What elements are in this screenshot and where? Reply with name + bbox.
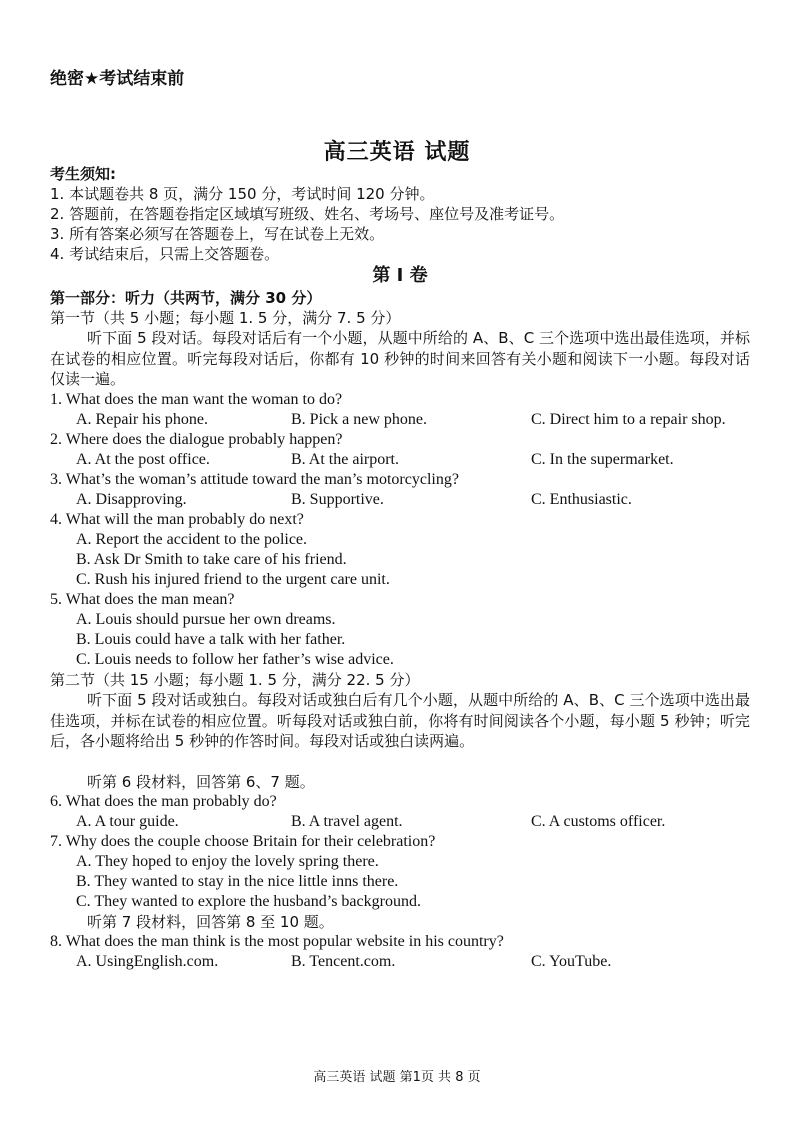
option-c: C. They wanted to explore the husband’s background. bbox=[76, 893, 421, 910]
option-a: A. Louis should pursue her own dreams. bbox=[76, 611, 336, 628]
material-label: 听第 7 段材料，回答第 8 至 10 题。 bbox=[87, 913, 334, 931]
option-b: B. Ask Dr Smith to take care of his friend. bbox=[76, 551, 347, 568]
part1-heading: 第一部分：听力（共两节，满分 30 分） bbox=[50, 289, 322, 307]
option-c: C. A customs officer. bbox=[531, 813, 666, 830]
option-b: B. Pick a new phone. bbox=[291, 411, 427, 428]
option-a: A. A tour guide. bbox=[76, 813, 179, 830]
option-c: C. In the supermarket. bbox=[531, 451, 674, 468]
confidential-label: 绝密★考试结束前 bbox=[50, 69, 185, 89]
options-row bbox=[50, 812, 750, 832]
option-c: C. Enthusiastic. bbox=[531, 491, 632, 508]
question-stem: 8. What does the man think is the most popular website in his country? bbox=[50, 933, 504, 950]
question-stem: 1. What does the man want the woman to do? bbox=[50, 391, 343, 408]
notice-item: 4. 考试结束后，只需上交答题卷。 bbox=[50, 245, 280, 263]
option-b: B. Louis could have a talk with her father. bbox=[76, 631, 346, 648]
page-title: 高三英语 试题 bbox=[323, 140, 471, 165]
notice-item: 2. 答题前，在答题卷指定区域填写班级、姓名、考场号、座位号及准考证号。 bbox=[50, 205, 565, 223]
options-row bbox=[50, 490, 750, 510]
section2-heading: 第二节（共 15 小题；每小题 1. 5 分，满分 22. 5 分） bbox=[50, 671, 420, 689]
option-a: A. They hoped to enjoy the lovely spring there. bbox=[76, 853, 379, 870]
option-c: C. YouTube. bbox=[531, 953, 612, 970]
question-stem: 5. What does the man mean? bbox=[50, 591, 235, 608]
question-stem: 3. What’s the woman’s attitude toward the man’s motorcycling? bbox=[50, 471, 459, 488]
section1-instructions: 听下面 5 段对话。每段对话后有一个小题，从题中所给的 A、B、C 三个选项中选出最佳选项，并标在试卷的相应位置。听完每段对话后，你都有 10 秒钟的时间来回答有关小题和阅读下一小题。每段对话仅读一遍。 bbox=[50, 329, 750, 389]
option-b: B. Supportive. bbox=[291, 491, 384, 508]
volume-title: 第 I 卷 bbox=[372, 265, 428, 286]
options-row bbox=[50, 450, 750, 470]
option-b: B. Tencent.com. bbox=[291, 953, 396, 970]
option-a: A. Repair his phone. bbox=[76, 411, 208, 428]
option-a: A. Report the accident to the police. bbox=[76, 531, 308, 548]
exam-content bbox=[50, 164, 750, 972]
option-b: B. A travel agent. bbox=[291, 813, 403, 830]
option-c: C. Direct him to a repair shop. bbox=[531, 411, 726, 428]
question-stem: 7. Why does the couple choose Britain for their celebration? bbox=[50, 833, 436, 850]
question-stem: 6. What does the man probably do? bbox=[50, 793, 277, 810]
section2-instructions: 听下面 5 段对话或独白。每段对话或独白后有几个小题，从题中所给的 A、B、C 三个选项中选出最佳选项，并标在试卷的相应位置。听每段对话或独白前，你将有时间阅读各个小题，每小题 5 秒钟；听完后，各小题将给出 5 秒钟的作答时间。每段对话或独白读两遍。 bbox=[50, 691, 750, 751]
notice-heading: 考生须知: bbox=[50, 165, 116, 183]
notice-item: 1. 本试题卷共 8 页，满分 150 分，考试时间 120 分钟。 bbox=[50, 185, 435, 203]
question-stem: 4. What will the man probably do next? bbox=[50, 511, 304, 528]
question-stem: 2. Where does the dialogue probably happen? bbox=[50, 431, 343, 448]
material-label: 听第 6 段材料，回答第 6、7 题。 bbox=[87, 773, 315, 791]
option-b: B. They wanted to stay in the nice little inns there. bbox=[76, 873, 399, 890]
option-c: C. Louis needs to follow her father’s wise advice. bbox=[76, 651, 394, 668]
option-a: A. UsingEnglish.com. bbox=[76, 953, 219, 970]
option-c: C. Rush his injured friend to the urgent care unit. bbox=[76, 571, 390, 588]
page-footer: 高三英语 试题 第1页 共 8 页 bbox=[313, 1070, 481, 1085]
notice-item: 3. 所有答案必须写在答题卷上，写在试卷上无效。 bbox=[50, 225, 385, 243]
section1-heading: 第一节（共 5 小题；每小题 1. 5 分，满分 7. 5 分） bbox=[50, 309, 401, 327]
option-a: A. Disapproving. bbox=[76, 491, 187, 508]
option-a: A. At the post office. bbox=[76, 451, 210, 468]
options-row bbox=[50, 952, 750, 972]
options-row bbox=[50, 410, 750, 430]
option-b: B. At the airport. bbox=[291, 451, 399, 468]
